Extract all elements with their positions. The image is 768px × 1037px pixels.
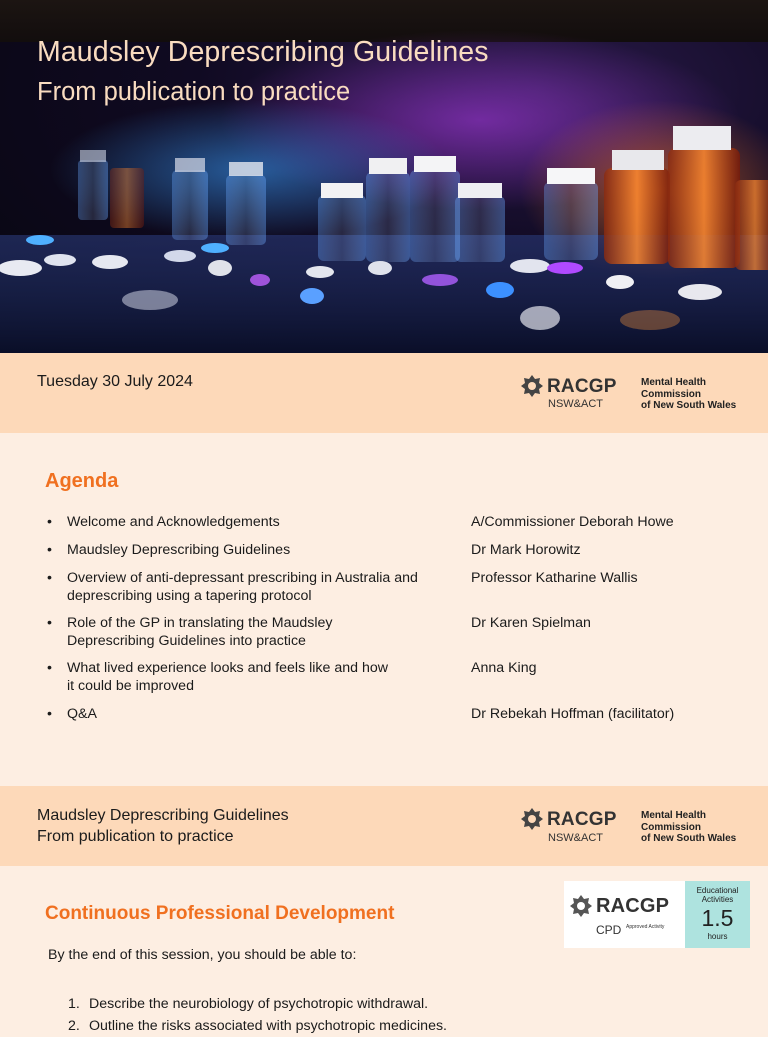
hours-label: hours (707, 932, 728, 941)
agenda-speaker: Dr Mark Horowitz (471, 542, 581, 558)
mhc-logo (641, 810, 736, 845)
mhc-line-3: of New South Wales (641, 833, 737, 844)
event-date: Tuesday 30 July 2024 (37, 373, 193, 390)
bullet: • (47, 514, 52, 530)
learning-objectives (68, 993, 447, 1037)
objective-item (68, 1015, 447, 1037)
bullet: • (47, 542, 52, 558)
mhc-line-3: of New South Wales (641, 400, 737, 411)
mhc-logo (641, 377, 736, 412)
band-title: Maudsley Deprescribing Guidelines (37, 807, 289, 824)
racgp-crest-icon (519, 806, 545, 832)
agenda-topic: Role of the GP in translating the Maudsley Deprescribing Guidelines into practice (67, 615, 333, 649)
mhc-line-1: Mental Health (641, 377, 707, 388)
cpd-label: CPD (596, 923, 622, 937)
agenda-topic: Q&A (67, 706, 97, 722)
agenda-speaker: Dr Rebekah Hoffman (facilitator) (471, 706, 675, 722)
hours-panel (685, 881, 750, 948)
event-title: Maudsley Deprescribing Guidelines (37, 36, 489, 68)
racgp-wordmark: RACGP (596, 894, 670, 917)
racgp-crest-icon (568, 893, 594, 919)
agenda-speaker: Anna King (471, 660, 537, 676)
agenda-topic: Maudsley Deprescribing Guidelines (67, 542, 291, 558)
agenda-topic: Welcome and Acknowledgements (67, 514, 280, 530)
cpd-badge (564, 881, 750, 948)
cpd-heading: Continuous Professional Development (45, 903, 395, 924)
mhc-line-2: Commission (641, 388, 702, 400)
racgp-logo (519, 373, 617, 399)
racgp-region: NSW&ACT (548, 398, 603, 410)
hero-banner (0, 0, 768, 353)
bullet: • (47, 660, 52, 676)
agenda-topic: Overview of anti-depressant prescribing in Australia and deprescribing using a tapering protocol (67, 570, 418, 604)
agenda-speaker: A/Commissioner Deborah Howe (471, 514, 674, 530)
objective-number: 1. (68, 996, 80, 1012)
mhc-line-1: Mental Health (641, 810, 707, 821)
racgp-wordmark: RACGP (547, 375, 617, 397)
racgp-crest-icon (519, 373, 545, 399)
edu-label: Educational Activities (696, 886, 739, 904)
agenda-speaker: Dr Karen Spielman (471, 615, 591, 631)
bullet: • (47, 706, 52, 722)
bullet: • (47, 570, 52, 586)
mhc-line-2: Commission (641, 821, 702, 833)
objective-number: 2. (68, 1018, 80, 1034)
agenda-topic: What lived experience looks and feels like and how it could be improved (67, 660, 388, 694)
hours-value: 1.5 (701, 905, 734, 931)
racgp-logo (519, 806, 617, 832)
agenda-speaker: Professor Katharine Wallis (471, 570, 638, 586)
cpd-intro: By the end of this session, you should be able to: (48, 947, 357, 963)
racgp-wordmark: RACGP (547, 808, 617, 830)
objective-text: Describe the neurobiology of psychotropic withdrawal. (89, 996, 429, 1012)
objective-text: Outline the risks associated with psychotropic medicines. (89, 1018, 447, 1034)
bullet: • (47, 615, 52, 631)
objective-item (68, 993, 447, 1015)
event-subtitle: From publication to practice (37, 78, 351, 106)
agenda-heading: Agenda (45, 470, 119, 492)
racgp-region: NSW&ACT (548, 832, 603, 844)
band-subtitle: From publication to practice (37, 828, 234, 845)
approved-label: Approved Activity (626, 924, 665, 930)
racgp-logo (568, 893, 669, 919)
